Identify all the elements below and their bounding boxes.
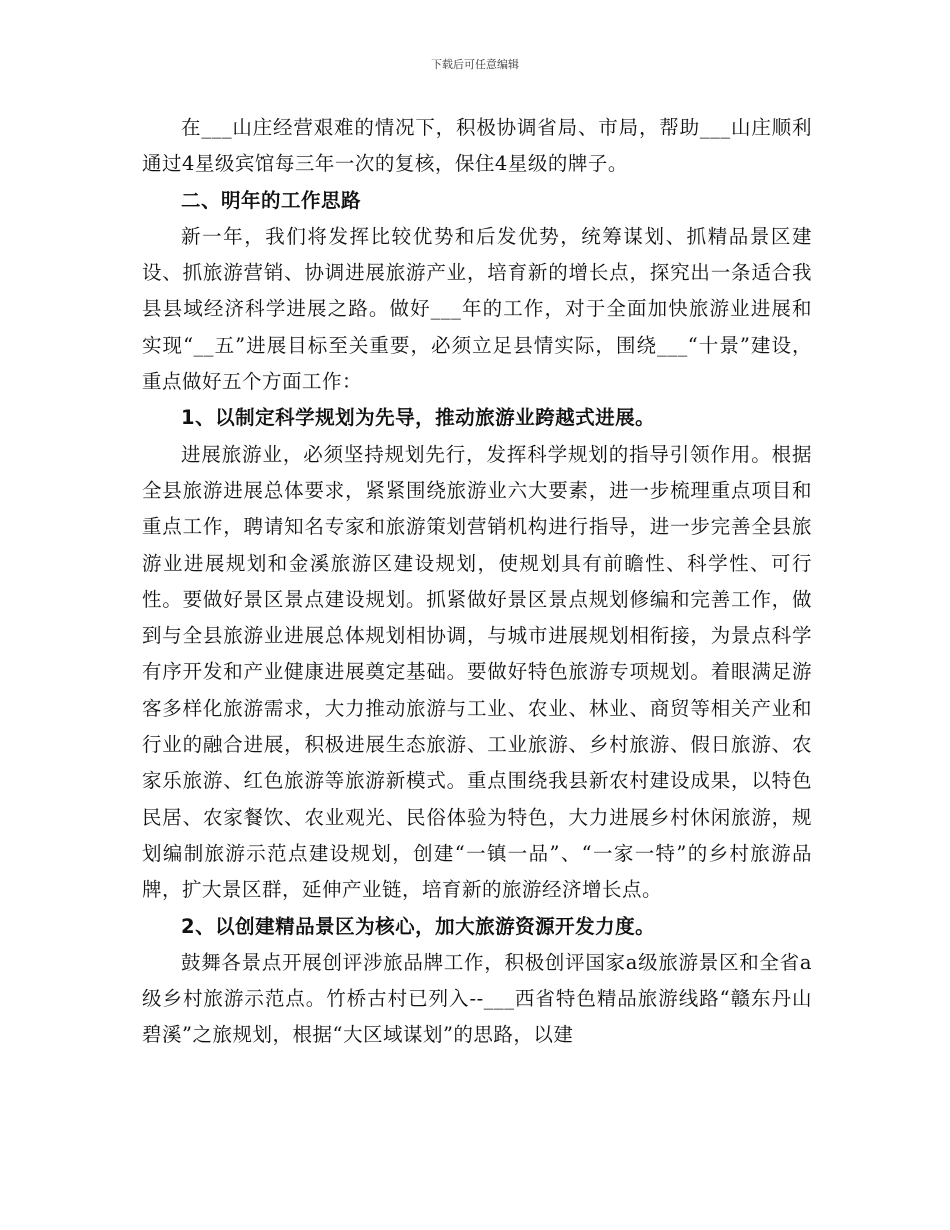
subheading-1: 1、以制定科学规划为先导，推动旅游业跨越式进展。 <box>181 406 656 430</box>
paragraph-3: 进展旅游业，必须坚持规划先行，发挥科学规划的指导引领作用。根据全县旅游进展总体要求，紧紧围绕旅游业六大要素，进一步梳理重点项目和重点工作，聘请知名专家和旅游策划营销机构进行指导，进一步完善全县旅游业进展规划和金溪旅游区建设规划，使规划具有前瞻性、科学性、可行性。要做好景区景点建设规划。抓紧做好景区景点规划修编和完善工作，做到与全县旅游业进展总体规划相协调，与城市进展规划相衔接，为景点科学有序开发和产业健康进展奠定基础。要做好特色旅游专项规划。着眼满足游客多样化旅游需求，大力推动旅游与工业、农业、林业、商贸等相关产业和行业的融合进展，积极进展生态旅游、工业旅游、乡村旅游、假日旅游、农家乐旅游、红色旅游等旅游新模式。重点围绕我县新农村建设成果，以特色民居、农家餐饮、农业观光、民俗体验为特色，大力进展乡村休闲旅游，规划编制旅游示范点建设规划，创建“一镇一品”、“一家一特”的乡村旅游品牌，扩大景区群，延伸产业链，培育新的旅游经济增长点。 <box>142 442 812 902</box>
subheading-2: 2、以创建精品景区为核心，加大旅游资源开发力度。 <box>181 914 656 938</box>
document-body <box>142 110 812 1054</box>
paragraph-1: 在___山庄经营艰难的情况下，积极协调省局、市局，帮助___山庄顺利通过4星级宾馆每三年一次的复核，保住4星级的牌子。 <box>142 116 812 176</box>
paragraph-4: 鼓舞各景点开展创评涉旅品牌工作，积极创评国家a级旅游景区和全省a级乡村旅游示范点。竹桥古村已列入--___西省特色精品旅游线路“赣东丹山碧溪”之旅规划，根据“大区域谋划”的思路，以建 <box>142 950 812 1047</box>
page-header: 下载后可任意编辑 <box>431 58 519 71</box>
paragraph-2: 新一年，我们将发挥比较优势和后发优势，统筹谋划、抓精品景区建设、抓旅游营销、协调进展旅游产业，培育新的增长点，探究出一条适合我县县域经济科学进展之路。做好___年的工作，对于全面加快旅游业进展和实现“__五”进展目标至关重要，必须立足县情实际，围绕___“十景”建设，重点做好五个方面工作： <box>142 224 812 394</box>
section-heading-2: 二、明年的工作思路 <box>181 188 362 212</box>
